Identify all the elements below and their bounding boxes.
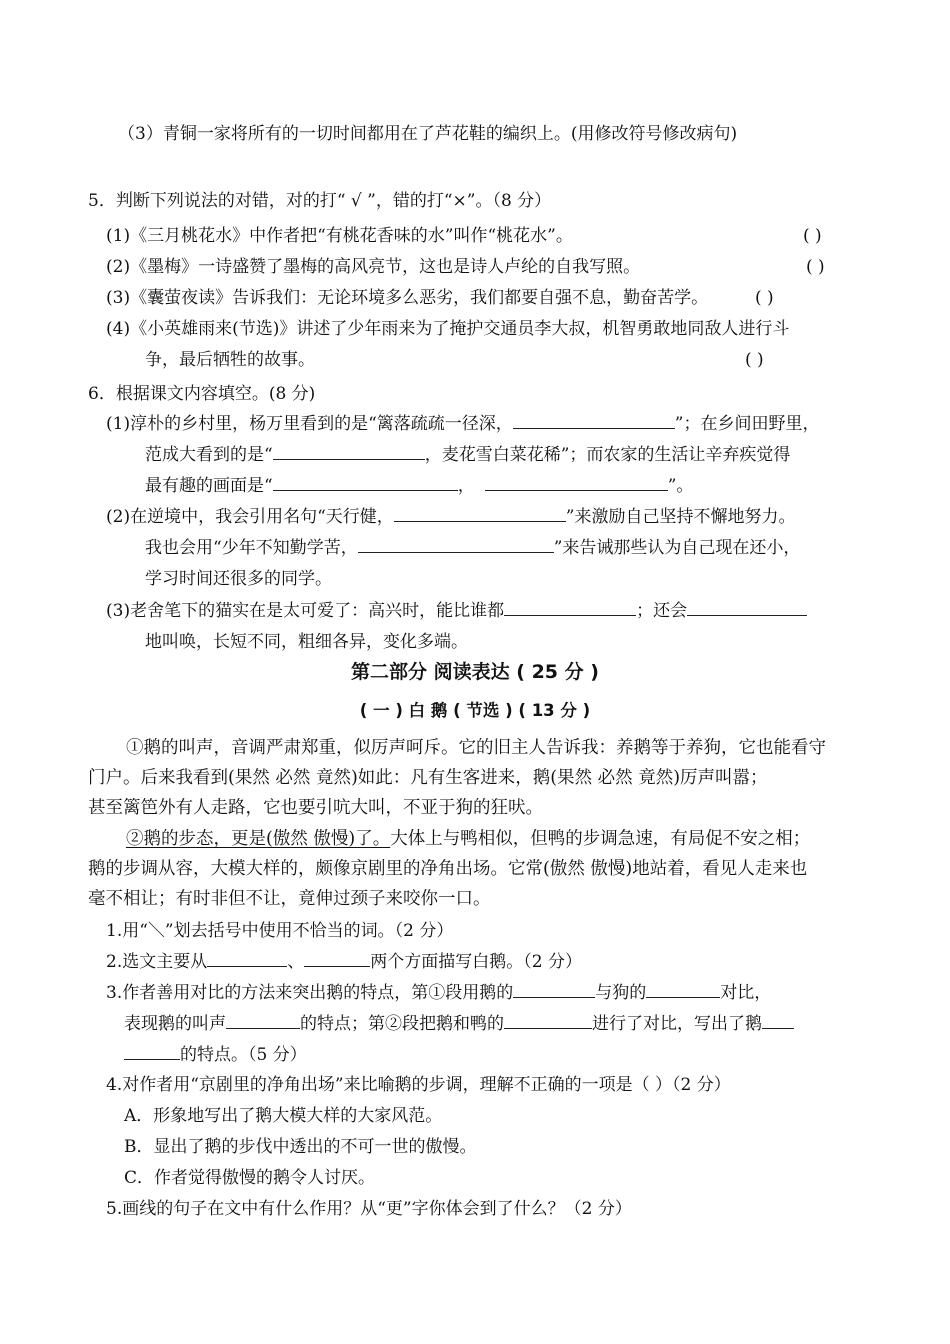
fill-blank[interactable] bbox=[504, 1014, 592, 1029]
q-text: 、 bbox=[287, 952, 305, 972]
section-title: 第二部分 阅读表达 ( 25 分 ) bbox=[351, 661, 599, 683]
q6-text: 我也会用“少年不知勤学苦， bbox=[145, 538, 358, 558]
q-text: 3.作者善用对比的方法来突出鹅的特点，第①段用鹅的 bbox=[106, 983, 514, 1003]
q5-item-4-cont: 争，最后牺牲的故事。 bbox=[145, 350, 315, 370]
q5-item-2: (2)《墨梅》一诗盛赞了墨梅的高风亮节，这也是诗人卢纶的自我写照。 bbox=[106, 257, 641, 277]
fill-blank[interactable] bbox=[394, 507, 566, 522]
passage-text: 大体上与鸭相似，但鸭的步调急速，有局促不安之相； bbox=[390, 829, 811, 849]
passage-p2-line1 bbox=[126, 828, 810, 850]
q5-item-4-answer: ( ) bbox=[745, 350, 764, 370]
fill-blank[interactable] bbox=[358, 538, 554, 553]
reading-q1: 1.用“＼”划去括号中使用不恰当的词。（2 分） bbox=[106, 921, 454, 941]
fill-blank[interactable] bbox=[513, 414, 675, 429]
reading-q2 bbox=[106, 951, 582, 973]
q-text: 的特点。（5 分） bbox=[180, 1045, 307, 1065]
q6-text: ”来告诫那些认为自己现在还小， bbox=[553, 538, 801, 558]
q5-item-3: (3)《囊萤夜读》告诉我们：无论环境多么恶劣，我们都要自强不息，勤奋苦学。 bbox=[106, 288, 709, 308]
q6-line-6: 学习时间还很多的同学。 bbox=[145, 569, 332, 589]
q6-text: ”；在乡间田野里， bbox=[674, 414, 820, 434]
passage-title: ( 一 ) 白 鹅 ( 节选 ) ( 13 分 ) bbox=[359, 701, 591, 720]
question-5-title: 5．判断下列说法的对错，对的打“ √ ”，错的打“×”。（8 分） bbox=[88, 191, 552, 211]
q6-text: 最有趣的画面是“ bbox=[145, 476, 273, 496]
passage-p2-line2: 鹅的步调从容，大模大样的，颇像京剧里的净角出场。它常(傲然 傲慢)地站着，看见人走来也 bbox=[88, 859, 808, 879]
underlined-sentence: ②鹅的步态，更是(傲然 傲慢)了。 bbox=[126, 829, 391, 849]
fill-blank[interactable] bbox=[273, 445, 425, 460]
q-text: 对比， bbox=[720, 983, 772, 1003]
q-text: 与狗的 bbox=[595, 983, 647, 1003]
q6-line-3 bbox=[145, 475, 693, 497]
fill-blank[interactable] bbox=[762, 1014, 794, 1029]
q6-text: ”来激励自己坚持不懈地努力。 bbox=[565, 507, 796, 527]
fill-blank[interactable] bbox=[485, 476, 668, 491]
reading-q3-line3 bbox=[124, 1044, 307, 1066]
fill-blank[interactable] bbox=[226, 1014, 300, 1029]
q6-line-5 bbox=[145, 537, 800, 559]
reading-q4-option-c[interactable]: C．作者觉得傲慢的鹅令人讨厌。 bbox=[124, 1168, 376, 1188]
reading-q4-option-a[interactable]: A．形象地写出了鹅大模大样的大家风范。 bbox=[124, 1106, 443, 1126]
q6-line-8: 地叫唤，长短不同，粗细各异，变化多端。 bbox=[145, 632, 468, 652]
passage-p1-line2: 门户。后来我看到(果然 必然 竟然)如此：凡有生客进来，鹅(果然 必然 竟然)厉声叫嚣； bbox=[88, 768, 768, 788]
q-text: 进行了对比，写出了鹅 bbox=[592, 1014, 762, 1034]
fill-blank[interactable] bbox=[504, 601, 636, 616]
reading-q4: 4.对作者用“京剧里的净角出场”来比喻鹅的步调，理解不正确的一项是（ ）（2 分） bbox=[106, 1075, 731, 1095]
q6-line-2 bbox=[145, 444, 790, 466]
q6-text: (1)淳朴的乡村里，杨万里看到的是“篱落疏疏一径深， bbox=[106, 414, 513, 434]
fill-blank[interactable] bbox=[207, 952, 287, 967]
q6-text: (2)在逆境中，我会引用名句“天行健， bbox=[106, 507, 394, 527]
fill-blank[interactable] bbox=[687, 601, 807, 616]
fill-blank[interactable] bbox=[273, 476, 458, 491]
fill-blank[interactable] bbox=[513, 983, 595, 998]
question-6-title: 6．根据课文内容填空。(8 分) bbox=[88, 384, 316, 404]
q5-item-1-answer: ( ) bbox=[803, 226, 822, 246]
reading-q4-option-b[interactable]: B．显出了鹅的步伐中透出的不可一世的傲慢。 bbox=[124, 1137, 477, 1157]
reading-q3 bbox=[106, 982, 771, 1004]
reading-q5: 5.画线的句子在文中有什么作用？从“更”字你体会到了什么？（2 分） bbox=[106, 1199, 632, 1219]
q6-text: ”。 bbox=[667, 476, 694, 496]
q-text: 两个方面描写白鹅。（2 分） bbox=[370, 952, 582, 972]
q-text: 表现鹅的叫声 bbox=[124, 1014, 226, 1034]
passage-p2-line3: 毫不相让；有时非但不让，竟伸过颈子来咬你一口。 bbox=[88, 889, 491, 909]
q6-text: ， bbox=[457, 476, 475, 496]
q6-text: ；还会 bbox=[636, 601, 688, 621]
fill-blank[interactable] bbox=[646, 983, 720, 998]
q6-line-1 bbox=[106, 413, 819, 435]
passage-p1-line3: 甚至篱笆外有人走路，它也要引吭大叫，不亚于狗的狂吠。 bbox=[88, 798, 543, 818]
reading-q3-line2 bbox=[124, 1013, 794, 1035]
q-text: 2.选文主要从 bbox=[106, 952, 208, 972]
fill-blank[interactable] bbox=[304, 952, 370, 967]
q5-item-4: (4)《小英雄雨来(节选)》讲述了少年雨来为了掩护交通员李大叔，机智勇敢地同敌人进行斗 bbox=[106, 319, 790, 339]
q6-text: (3)老舍笔下的猫实在是太可爱了：高兴时，能比谁都 bbox=[106, 601, 505, 621]
q5-item-2-answer: ( ) bbox=[806, 257, 825, 277]
passage-p1-line1: ①鹅的叫声，音调严肃郑重，似厉声呵斥。它的旧主人告诉我：养鹅等于养狗，它也能看守 bbox=[126, 738, 826, 758]
q6-line-7 bbox=[106, 600, 807, 622]
q6-line-4 bbox=[106, 506, 795, 528]
q6-text: 范成大看到的是“ bbox=[145, 445, 273, 465]
fill-blank[interactable] bbox=[124, 1045, 180, 1060]
q5-item-3-answer: ( ) bbox=[755, 288, 774, 308]
q6-text: ，麦花雪白菜花稀”；而农家的生活让辛弃疾觉得 bbox=[424, 445, 791, 465]
question-4-3: （3）青铜一家将所有的一切时间都用在了芦花鞋的编织上。(用修改符号修改病句) bbox=[118, 124, 738, 144]
q-text: 的特点；第②段把鹅和鸭的 bbox=[300, 1014, 504, 1034]
q5-item-1: (1)《三月桃花水》中作者把“有桃花香味的水”叫作“桃花水”。 bbox=[106, 226, 573, 246]
